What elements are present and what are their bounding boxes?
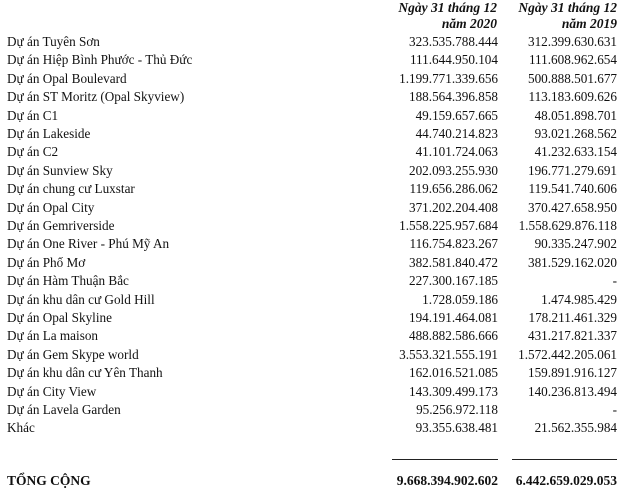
table-row (0, 88, 624, 106)
table-row (0, 254, 624, 272)
value-2019: 90.335.247.902 (534, 236, 617, 252)
total-label: TỔNG CỘNG (7, 473, 91, 488)
project-name: Dự án C1 (7, 107, 59, 123)
value-2020: 116.754.823.267 (409, 236, 498, 252)
project-name: Dự án Hàm Thuận Bắc (7, 273, 129, 289)
value-2019: 159.891.916.127 (527, 365, 617, 381)
project-name: Dự án City View (7, 383, 97, 399)
project-name: Dự án One River - Phú Mỹ An (7, 236, 170, 252)
table-row (0, 346, 624, 364)
table-row (0, 401, 624, 419)
project-name: Dự án khu dân cư Yên Thanh (7, 365, 163, 381)
table-row (0, 383, 624, 401)
value-2020: 41.101.724.063 (415, 144, 498, 160)
value-2019: 196.771.279.691 (527, 162, 617, 178)
value-2019: 431.217.821.337 (527, 328, 617, 344)
project-name: Dự án C2 (7, 144, 59, 160)
value-2019: 113.183.609.626 (528, 89, 617, 105)
value-2019: 178.211.461.329 (528, 310, 617, 325)
project-name: Dự án Gem Skype world (7, 346, 139, 362)
total-row (0, 472, 624, 491)
value-2020: 143.309.499.173 (408, 383, 498, 399)
subtotal-rule-2019 (512, 459, 617, 460)
value-2020: 1.728.059.186 (422, 291, 498, 307)
column-header-2019 (492, 0, 617, 31)
value-2020: 323.535.788.444 (408, 34, 498, 49)
value-2020: 162.016.521.085 (408, 365, 498, 381)
column-header-2019-line2: năm 2019 (561, 15, 617, 31)
value-2019: 370.427.658.950 (527, 199, 617, 215)
value-2020: 1.558.225.957.684 (399, 218, 498, 233)
table-row (0, 291, 624, 309)
column-header-2019-line1: Ngày 31 tháng 12 (518, 0, 617, 15)
table-row (0, 70, 624, 88)
value-2020: 371.202.204.408 (408, 199, 498, 215)
value-2020: 227.300.167.185 (408, 273, 498, 289)
value-2019: 41.232.633.154 (534, 144, 617, 160)
value-2019: 381.529.162.020 (527, 254, 617, 270)
value-2019: 93.021.268.562 (534, 126, 617, 141)
table-row (0, 419, 624, 437)
table-row (0, 125, 624, 143)
value-2020: 202.093.255.930 (408, 162, 498, 178)
value-2020: 382.581.840.472 (408, 254, 498, 270)
project-name: Khác (7, 420, 35, 436)
value-2019: 140.236.813.494 (527, 383, 617, 399)
table-row (0, 180, 624, 198)
column-header-2020-line2: năm 2020 (441, 15, 497, 31)
project-name: Dự án Opal City (7, 199, 95, 215)
column-header-2020 (372, 0, 497, 31)
project-name: Dự án Opal Boulevard (7, 70, 127, 86)
table-row (0, 272, 624, 290)
table-header (0, 0, 624, 34)
total-value-2019: 6.442.659.029.053 (515, 473, 617, 488)
project-name: Dự án ST Moritz (Opal Skyview) (7, 89, 185, 105)
table-row (0, 199, 624, 217)
project-name: Dự án Lakeside (7, 126, 91, 141)
project-name: Dự án Gemriverside (7, 218, 115, 233)
value-2020: 488.882.586.666 (408, 328, 498, 344)
subtotal-rule-2020 (392, 459, 498, 460)
value-2019: - (612, 402, 617, 417)
table-row (0, 309, 624, 327)
table-row (0, 235, 624, 253)
value-2019: 119.541.740.606 (528, 181, 617, 197)
value-2019: 500.888.501.677 (527, 70, 617, 86)
value-2019: 111.608.962.654 (528, 52, 617, 68)
project-name: Dự án Phố Mơ (7, 254, 86, 270)
value-2020: 3.553.321.555.191 (399, 346, 498, 362)
value-2020: 49.159.657.665 (415, 107, 498, 123)
value-2020: 188.564.396.858 (408, 89, 498, 105)
project-name: Dự án chung cư Luxstar (7, 181, 135, 197)
project-name: Dự án Hiệp Bình Phước - Thủ Đức (7, 52, 193, 68)
total-value-2020: 9.668.394.902.602 (396, 473, 498, 488)
value-2019: 48.051.898.701 (534, 107, 617, 123)
table-row (0, 162, 624, 180)
project-name: Dự án La maison (7, 328, 99, 344)
project-name: Dự án Opal Skyline (7, 310, 112, 325)
project-name: Dự án Lavela Garden (7, 402, 121, 417)
value-2019: 1.558.629.876.118 (518, 218, 617, 233)
value-2020: 93.355.638.481 (415, 420, 498, 436)
table-row (0, 33, 624, 51)
value-2019: 1.474.985.429 (541, 291, 617, 307)
value-2020: 1.199.771.339.656 (399, 70, 498, 86)
table-row (0, 217, 624, 235)
project-name: Dự án khu dân cư Gold Hill (7, 291, 155, 307)
column-header-2020-line1: Ngày 31 tháng 12 (398, 0, 497, 15)
table-row (0, 51, 624, 69)
value-2020: 95.256.972.118 (416, 402, 498, 417)
value-2020: 194.191.464.081 (408, 310, 498, 325)
table-row (0, 364, 624, 382)
value-2019: 1.572.442.205.061 (518, 346, 617, 362)
value-2020: 44.740.214.823 (415, 126, 498, 141)
value-2019: 21.562.355.984 (534, 420, 617, 436)
table-row (0, 143, 624, 161)
value-2020: 119.656.286.062 (409, 181, 498, 197)
table-row (0, 107, 624, 125)
table-row (0, 327, 624, 345)
project-name: Dự án Tuyên Sơn (7, 34, 100, 49)
value-2020: 111.644.950.104 (409, 52, 498, 68)
project-name: Dự án Sunview Sky (7, 162, 113, 178)
value-2019: - (612, 273, 617, 289)
value-2019: 312.399.630.631 (527, 34, 617, 49)
